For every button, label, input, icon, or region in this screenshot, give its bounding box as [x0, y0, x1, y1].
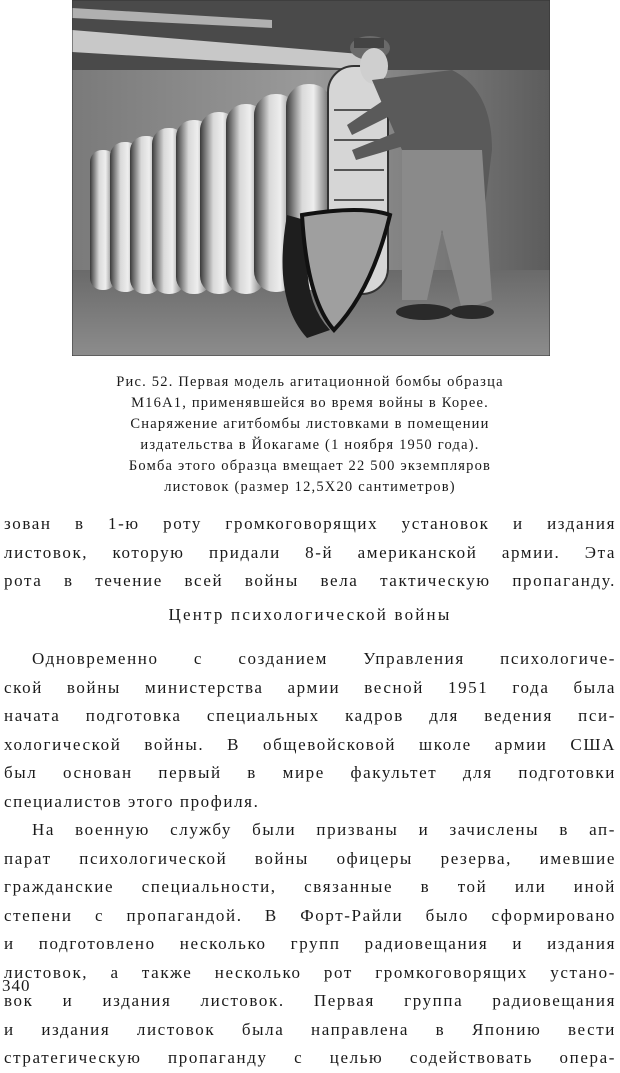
- text-line: зован в 1-ю роту громкоговорящих установок и издания: [4, 514, 616, 533]
- text-line: степени с пропагандой. В Форт-Райли было сформировано: [4, 905, 616, 925]
- text-line: начата подготовка специальных кадров для ведения пси-: [4, 706, 616, 725]
- text-line: На военную службу были призваны и зачислены в ап-: [32, 820, 616, 839]
- paragraph-2: [4, 645, 616, 816]
- text-line: и издания листовок была направлена в Японию вести: [4, 1019, 616, 1039]
- text-line: парат психологической войны офицеры резерва, имевшие: [4, 848, 616, 868]
- caption-line: Снаряжение агитбомбы листовками в помещении: [130, 416, 490, 432]
- text-line: гражданские специальности, связанные в той или иной: [4, 877, 616, 896]
- paragraph-3: [4, 816, 616, 1073]
- text-line: хологической войны. В общевойсковой школе армии США: [4, 734, 616, 754]
- caption-line: листовок (размер 12,5X20 сантиметров): [164, 479, 456, 495]
- text-line: рота в течение всей войны вела тактическую пропаганду.: [4, 571, 616, 590]
- text-line: ской войны министерства армии весной 1951 года была: [4, 677, 616, 697]
- caption-line: Бомба этого образца вмещает 22 500 экземпляров: [128, 458, 492, 474]
- caption-line: издательства в Йокагаме (1 ноября 1950 года).: [140, 437, 480, 453]
- text-line: был основан первый в мире факультет для подготовки: [4, 763, 616, 782]
- text-line: стратегическую пропаганду с целью содействовать опера-: [4, 1048, 616, 1067]
- text-line: специалистов этого профиля.: [4, 791, 260, 811]
- figure-caption: [60, 372, 560, 498]
- text-line: листовок, которую придали 8-й американской армии. Эта: [4, 542, 616, 562]
- section-heading: Центр психологической войны: [168, 605, 452, 624]
- caption-line: Рис. 52. Первая модель агитационной бомбы образца: [116, 374, 504, 390]
- paragraph-1: [4, 510, 616, 596]
- text-line: и подготовлено несколько групп радиовещания и издания: [4, 934, 616, 953]
- caption-line: M16A1, применявшейся во время войны в Корее.: [131, 395, 489, 411]
- text-line: Одновременно с созданием Управления психологиче-: [32, 649, 616, 668]
- text-line: вок и издания листовок. Первая группа радиовещания: [4, 991, 616, 1010]
- bombs-photograph: [72, 0, 550, 356]
- page-number: 340: [2, 976, 31, 995]
- text-line: листовок, а также несколько рот громкоговорящих устано-: [4, 962, 616, 982]
